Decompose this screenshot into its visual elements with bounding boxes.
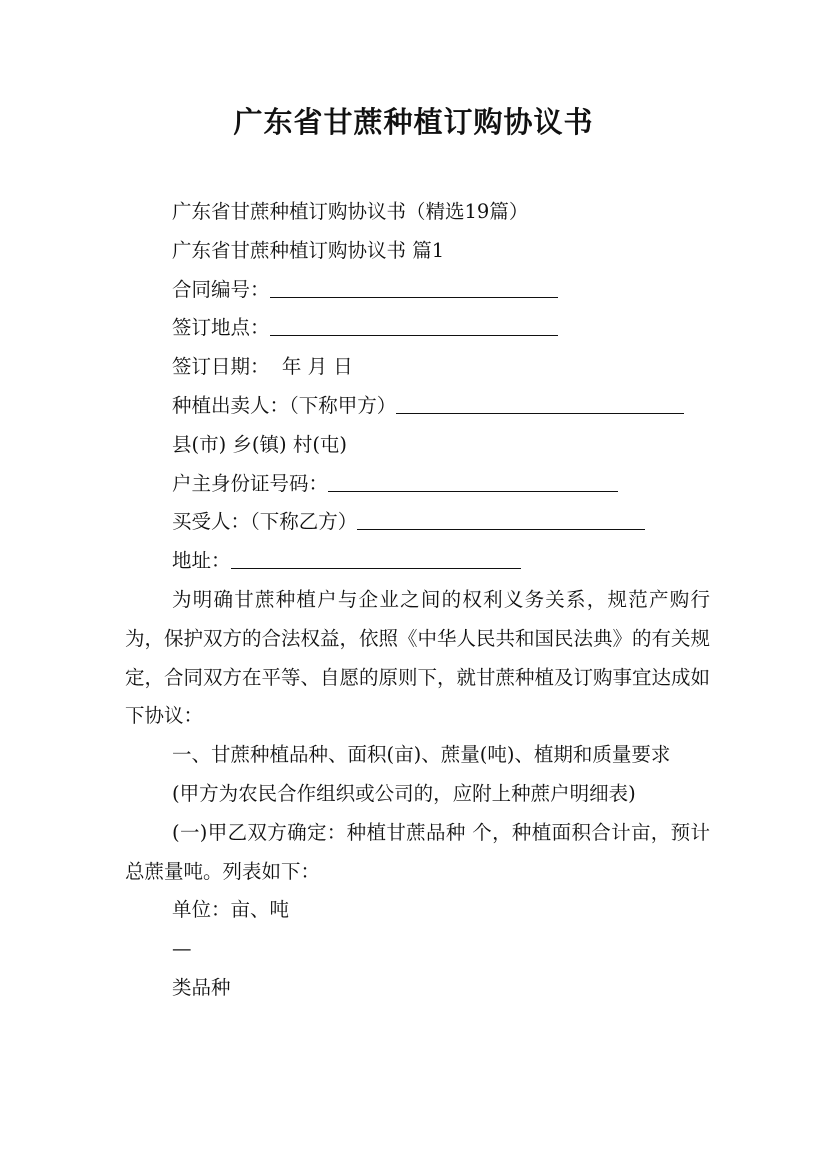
clause-one-note: (甲方为农民合作组织或公司的，应附上种蔗户明细表) (172, 781, 636, 805)
document-title: 广东省甘蔗种植订购协议书 (233, 105, 594, 139)
id-number-field (125, 465, 710, 504)
address-field (125, 542, 710, 581)
sign-place-field (125, 309, 710, 348)
seller-field (125, 387, 710, 426)
contract-number-blank (270, 275, 558, 298)
sign-date-label: 签订日期： 年 月 日 (172, 355, 353, 379)
seller-address-field: 县(市) 乡(镇) 村(屯) (172, 432, 348, 456)
seller-blank (396, 391, 684, 414)
document-body (125, 193, 710, 1008)
id-number-blank (328, 469, 618, 492)
clause-one-item-one: (一)甲乙双方确定：种植甘蔗品种 个，种植面积合计亩，预计总蔗量吨。列表如下： (125, 820, 710, 883)
clause-one-heading: 一、甘蔗种植品种、面积(亩)、蔗量(吨)、植期和质量要求 (172, 743, 671, 767)
contract-number-label: 合同编号： (172, 277, 270, 301)
dash-line: — (172, 937, 192, 961)
document-subtitle: 广东省甘蔗种植订购协议书（精选19篇） (172, 200, 529, 223)
address-label: 地址： (172, 549, 231, 573)
sign-place-blank (270, 313, 558, 336)
buyer-blank (357, 507, 645, 530)
contract-number-field (125, 271, 710, 310)
category-line: 类品种 (172, 975, 231, 999)
address-blank (231, 546, 521, 569)
section-heading: 广东省甘蔗种植订购协议书 篇1 (172, 238, 445, 262)
buyer-label: 买受人：（下称乙方） (172, 510, 358, 534)
seller-label: 种植出卖人：（下称甲方） (172, 393, 397, 417)
buyer-field (125, 503, 710, 542)
sign-date-field (125, 348, 710, 387)
preamble-paragraph: 为明确甘蔗种植户与企业之间的权利义务关系，规范产购行为，保护双方的合法权益，依照《中华人民共和国民法典》的有关规定，合同双方在平等、自愿的原则下，就甘蔗种植及订购事宜达成如下协议： (125, 587, 711, 728)
sign-place-label: 签订地点： (172, 316, 270, 340)
id-number-label: 户主身份证号码： (172, 471, 329, 495)
unit-line: 单位：亩、吨 (172, 898, 290, 922)
